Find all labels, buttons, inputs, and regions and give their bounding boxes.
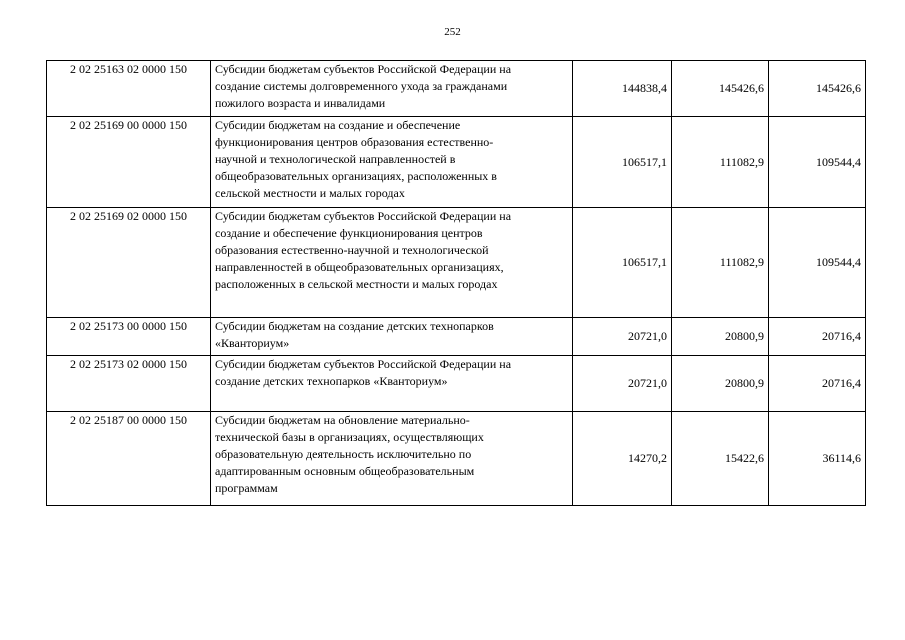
description-line: научной и технологической направленностей в — [215, 152, 456, 166]
description-line: общеобразовательных организациях, расположенных в — [215, 169, 497, 183]
table-row — [47, 412, 866, 506]
description-line: Субсидии бюджетам субъектов Российской Федерации на — [215, 357, 512, 371]
description-line: программам — [215, 481, 278, 495]
description-line: Субсидии бюджетам на обновление материально- — [215, 413, 470, 427]
description-line: Субсидии бюджетам субъектов Российской Федерации на — [215, 209, 512, 223]
description-line: создание детских технопарков «Кванториум» — [215, 374, 448, 388]
amount-cell-3: 20716,4 — [769, 318, 866, 356]
budget-code-cell: 2 02 25173 02 0000 150 — [47, 356, 211, 412]
description-line: расположенных в сельской местности и малых городах — [215, 277, 498, 291]
amount-cell-3: 145426,6 — [769, 61, 866, 117]
amount-cell-2: 111082,9 — [672, 208, 769, 318]
amount-cell-2: 111082,9 — [672, 117, 769, 208]
amount-cell-1: 106517,1 — [573, 208, 672, 318]
description-cell — [211, 117, 573, 208]
table-row — [47, 356, 866, 412]
description-line: образовательную деятельность исключительно по — [215, 447, 472, 461]
amount-cell-2: 20800,9 — [672, 356, 769, 412]
description-line: пожилого возраста и инвалидами — [215, 96, 386, 110]
budget-code-cell: 2 02 25187 00 0000 150 — [47, 412, 211, 506]
amount-cell-3: 109544,4 — [769, 117, 866, 208]
amount-cell-3: 36114,6 — [769, 412, 866, 506]
description-line: создание системы долговременного ухода за гражданами — [215, 79, 508, 93]
amount-cell-1: 14270,2 — [573, 412, 672, 506]
description-line: образования естественно-научной и технологической — [215, 243, 489, 257]
description-line: Субсидии бюджетам субъектов Российской Федерации на — [215, 62, 512, 76]
description-line: «Кванториум» — [215, 336, 290, 350]
description-line: Субсидии бюджетам на создание и обеспечение — [215, 118, 461, 132]
description-line: Субсидии бюджетам на создание детских технопарков — [215, 319, 494, 333]
amount-cell-3: 109544,4 — [769, 208, 866, 318]
description-line: сельской местности и малых городах — [215, 186, 405, 200]
amount-cell-2: 145426,6 — [672, 61, 769, 117]
amount-cell-1: 20721,0 — [573, 356, 672, 412]
budget-code-cell: 2 02 25173 00 0000 150 — [47, 318, 211, 356]
amount-cell-1: 20721,0 — [573, 318, 672, 356]
amount-cell-2: 20800,9 — [672, 318, 769, 356]
table-row — [47, 318, 866, 356]
page-number: 252 — [444, 26, 461, 38]
amount-cell-3: 20716,4 — [769, 356, 866, 412]
amount-cell-1: 144838,4 — [573, 61, 672, 117]
description-cell — [211, 412, 573, 506]
budget-code-cell: 2 02 25163 02 0000 150 — [47, 61, 211, 117]
description-line: создание и обеспечение функционирования центров — [215, 226, 483, 240]
amount-cell-2: 15422,6 — [672, 412, 769, 506]
description-line: адаптированным основным общеобразовательным — [215, 464, 475, 478]
description-cell — [211, 208, 573, 318]
description-cell — [211, 61, 573, 117]
amount-cell-1: 106517,1 — [573, 117, 672, 208]
table-row — [47, 61, 866, 117]
description-cell — [211, 356, 573, 412]
budget-revenue-table — [46, 60, 866, 506]
description-line: функционирования центров образования естественно- — [215, 135, 494, 149]
budget-code-cell: 2 02 25169 02 0000 150 — [47, 208, 211, 318]
description-cell — [211, 318, 573, 356]
budget-code-cell: 2 02 25169 00 0000 150 — [47, 117, 211, 208]
table-row — [47, 208, 866, 318]
description-line: направленностей в общеобразовательных организациях, — [215, 260, 504, 274]
table-body — [47, 61, 866, 506]
table-row — [47, 117, 866, 208]
description-line: технической базы в организациях, осуществляющих — [215, 430, 484, 444]
